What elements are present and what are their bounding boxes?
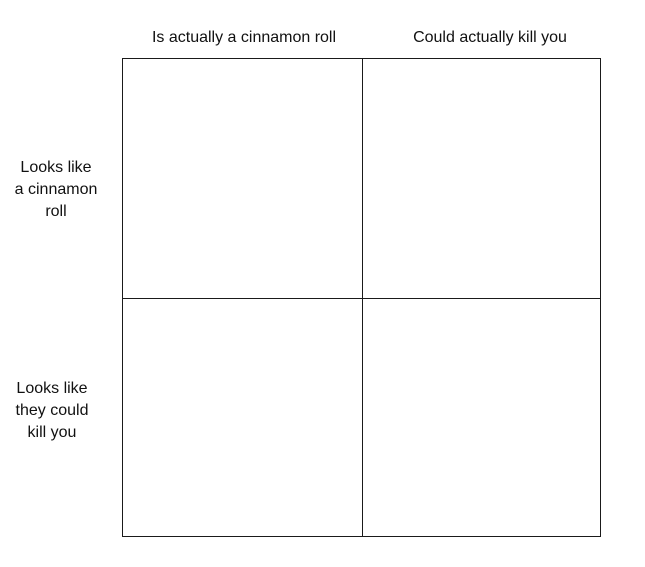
row-header-line: they could bbox=[15, 402, 89, 419]
row-header-looks-like-could-kill-you bbox=[2, 378, 102, 444]
column-header-cinnamon-roll: Is actually a cinnamon roll bbox=[151, 29, 337, 46]
grid-cell-top-left bbox=[123, 59, 363, 299]
chart-grid bbox=[122, 58, 601, 537]
row-header-line: kill you bbox=[27, 424, 77, 441]
row-header-line: Looks like bbox=[16, 380, 88, 397]
row-header-looks-like-cinnamon-roll bbox=[6, 157, 106, 223]
row-header-line: a cinnamon bbox=[14, 181, 98, 198]
grid-cell-bottom-left bbox=[123, 299, 363, 536]
row-header-line: Looks like bbox=[20, 159, 92, 176]
column-header-could-kill-you: Could actually kill you bbox=[413, 29, 567, 46]
grid-cell-top-right bbox=[363, 59, 600, 299]
row-header-line: roll bbox=[45, 203, 67, 220]
grid-cell-bottom-right bbox=[363, 299, 600, 536]
